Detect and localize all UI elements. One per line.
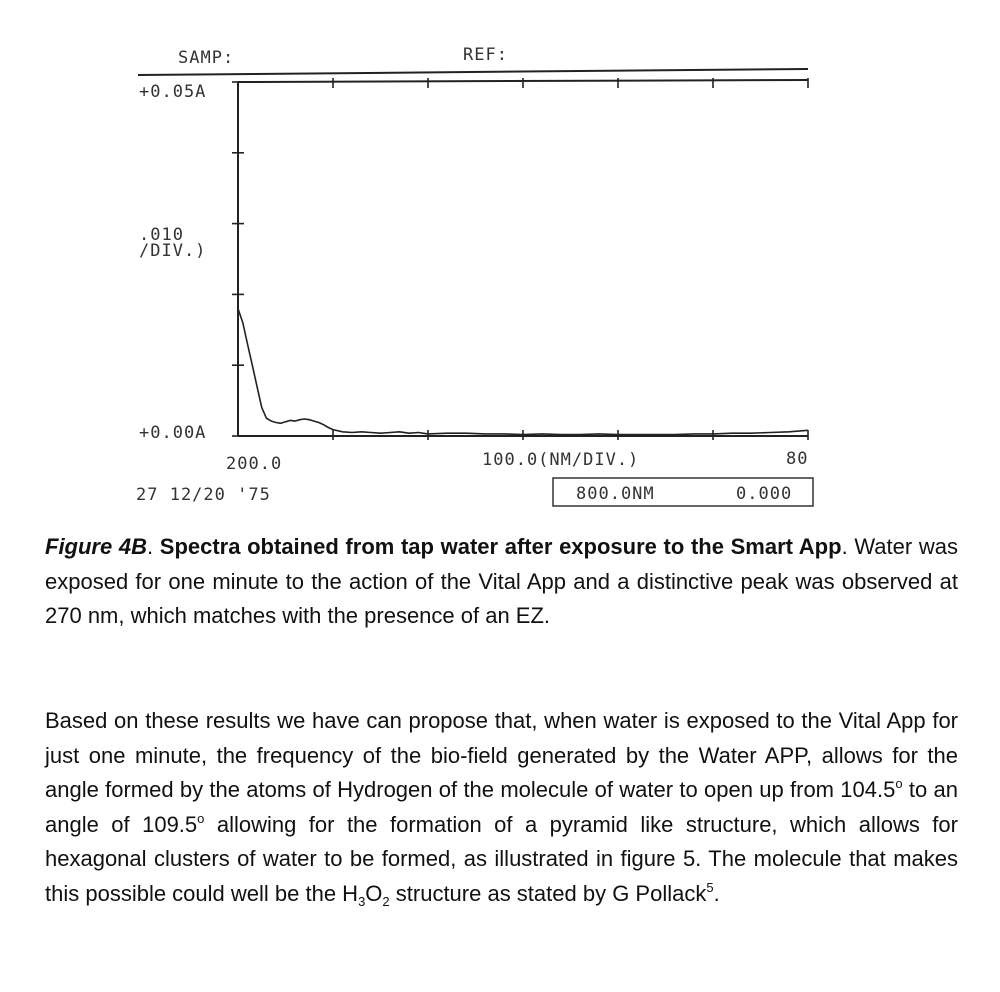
readout-wavelength: 800.0NM [576,484,655,504]
readout-value: 0.000 [736,484,793,504]
paragraph-text-5: structure as stated by G Pollack [389,880,707,906]
paragraph-text-6: . [713,880,720,906]
date-label: 27 12/20 '75 [136,485,271,505]
spectrum-line [238,309,808,435]
body-paragraph [45,704,958,911]
paragraph-text-1: Based on these results we have can propose that, when water is exposed to the Vital App for just one minute, the frequency of the bio-field generated by the Water APP, allows for the angle formed by the atoms of Hydrogen of the molecule of water to open up from 104.5 [45,708,958,802]
paragraph-text-3: allowing for the formation of a pyramid like structure, which allows for hexagonal clusters of water to be formed, as illustrated in figure 5. The molecule that makes this possible could well be the H [45,811,958,906]
y-scale-label-line2: /DIV.) [139,241,207,261]
caption-body: Water was exposed for one minute to the action of the Vital App and a distinctive peak was observed at 270 nm, which matches with the presence of an EZ. [45,534,958,628]
x-end-label: 80 [786,449,809,469]
paragraph-text-4: O [365,880,383,906]
formula-subscript-3: 3 [358,893,366,909]
y-bottom-label: +0.00A [139,423,207,443]
degree-mark-1: o [895,776,903,791]
degree-mark-2: o [197,810,205,826]
header-samp-label: SAMP: [178,48,235,68]
caption-separator: . [147,534,160,559]
x-start-label: 200.0 [226,454,283,474]
y-scale-label-line1: .010 [139,225,184,245]
paragraph-text-2: to an angle of 109.5 [45,777,958,837]
figure-caption [45,530,958,634]
y-top-label: +0.05A [139,82,207,102]
header-ref-label: REF: [463,45,508,65]
x-scale-label: 100.0(NM/DIV.) [482,450,640,470]
formula-subscript-2: 2 [382,893,390,909]
reference-superscript: 5 [706,879,714,895]
caption-figure-label: Figure 4B [45,534,147,559]
caption-title: Spectra obtained from tap water after exposure to the Smart App [159,534,842,559]
axis-ticks [232,78,808,440]
top-rule [138,69,808,75]
caption-title-period: . [841,534,848,559]
